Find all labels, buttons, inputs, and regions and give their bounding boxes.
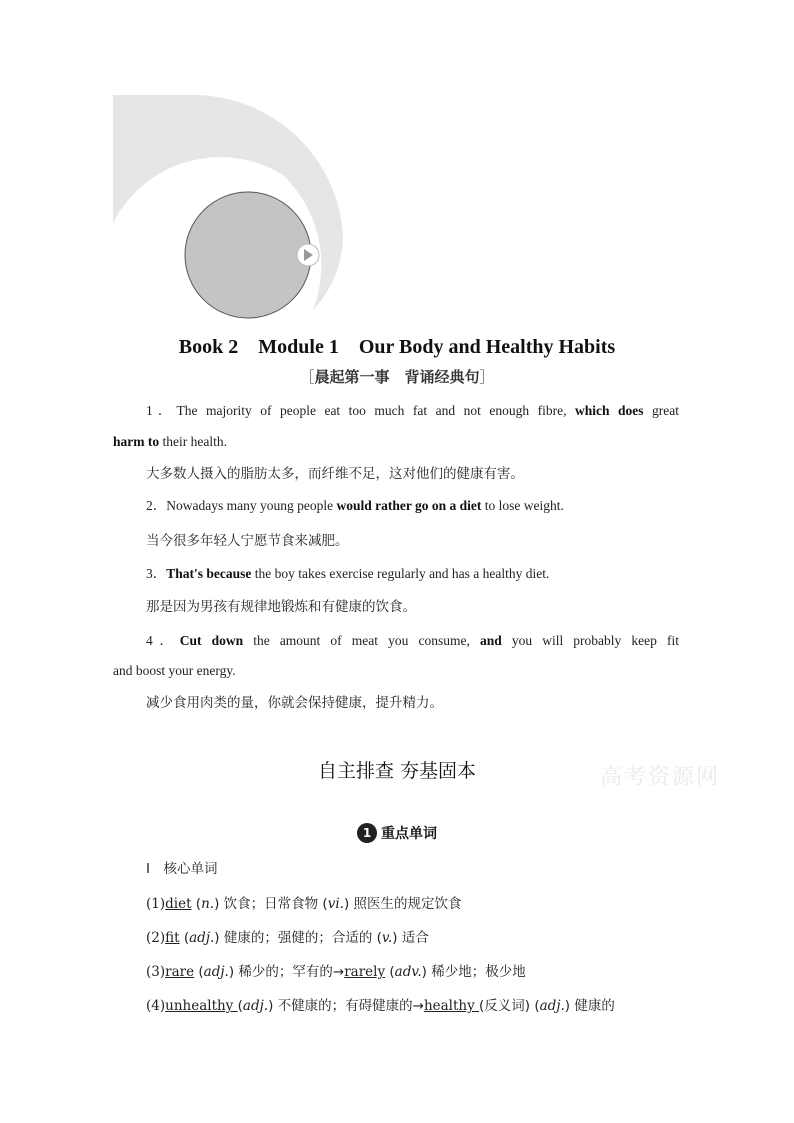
sentence-4-en-line2: and boost your energy. [113, 663, 236, 678]
vocab-index: (3) [146, 964, 166, 980]
sentence-text: great [643, 403, 679, 418]
vocab-word: diet [165, 896, 192, 912]
sentence-text: you will probably keep fit [501, 633, 679, 648]
part-of-speech: adj. [203, 964, 229, 980]
vocab-text: ) 不健康的；有碍健康的→ [268, 998, 424, 1014]
page-subtitle [0, 366, 794, 387]
watermark: 高考资源网 [600, 765, 721, 790]
sentence-number: 4． [146, 633, 180, 648]
vocab-text: ) 健康的 [564, 998, 615, 1014]
vocab-text: ( [194, 964, 204, 980]
vocab-word: rare [165, 964, 195, 980]
subtitle-bracket-open: ［ [299, 368, 315, 386]
vocab-word: unhealthy [165, 998, 238, 1014]
part-of-speech: adj. [539, 998, 565, 1014]
vocab-text: ) 稀少的；罕有的→ [228, 964, 345, 980]
vocab-text: ( [385, 964, 395, 980]
badge-label: 重点单词 [381, 825, 437, 842]
vocab-index: (4) [146, 998, 166, 1014]
vocab-text: ) 适合 [392, 930, 429, 946]
subheading-core-words: Ⅰ 核心单词 [146, 861, 218, 877]
vocab-text: ) 饮食；日常食物 ( [214, 896, 328, 912]
part-of-speech: adj. [189, 930, 215, 946]
sentence-keyword: which does [575, 403, 644, 418]
vocab-word: healthy [423, 998, 480, 1014]
vocab-text: ( [237, 998, 243, 1014]
decor-circle [185, 192, 311, 318]
page-title: Book 2 Module 1 Our Body and Healthy Habits [178, 336, 616, 358]
sentence-number: 1． [146, 403, 177, 418]
part-of-speech: n. [201, 896, 215, 912]
subsection-badge [0, 822, 794, 843]
subtitle-text: 晨起第一事 背诵经典句 [314, 368, 480, 386]
vocab-item [146, 962, 526, 982]
part-of-speech: adj. [242, 998, 269, 1014]
sentence-keyword: would rather go on a diet [336, 498, 482, 513]
sentence-2-zh: 当今很多年轻人宁愿节食来减肥。 [146, 533, 349, 549]
vocab-text: ) 照医生的规定饮食 [343, 896, 462, 912]
vocab-text: (反义词) ( [479, 998, 540, 1014]
vocab-item [146, 894, 462, 914]
vocab-text: ) 健康的；强健的；合适的 ( [214, 930, 382, 946]
sentence-4-zh: 减少食用肉类的量，你就会保持健康，提升精力。 [146, 695, 443, 711]
subtitle-bracket-close: ］ [479, 368, 495, 386]
sentence-number: 2． [146, 498, 167, 513]
section-title: 自主排查 夯基固本 [317, 760, 477, 782]
part-of-speech: v. [381, 930, 393, 946]
sentence-keyword: harm to [113, 434, 160, 449]
sentence-text: Nowadays many young people [166, 498, 337, 513]
vocab-text: ) 稀少地；极少地 [421, 964, 526, 980]
part-of-speech: vi. [327, 896, 344, 912]
vocab-item [146, 996, 615, 1016]
sentence-text: to lose weight. [481, 498, 564, 513]
sentence-text: the boy takes exercise regularly and has a healthy diet. [251, 566, 550, 581]
sentence-1-en-line1 [113, 401, 679, 421]
badge-number: 1 [357, 823, 377, 843]
part-of-speech: adv. [394, 964, 422, 980]
sentence-keyword: and [479, 633, 502, 648]
vocab-index: (2) [146, 930, 166, 946]
sentence-keyword: Cut down [179, 633, 244, 648]
sentence-keyword: That's because [166, 566, 252, 581]
sentence-4-en-line1 [113, 631, 679, 651]
sentence-1-zh: 大多数人摄入的脂肪太多，而纤维不足，这对他们的健康有害。 [146, 466, 524, 482]
vocab-item [146, 928, 429, 948]
sentence-text: The majority of people eat too much fat and not enough fibre, [176, 403, 575, 418]
vocab-word: rarely [344, 964, 386, 980]
sentence-3-zh: 那是因为男孩有规律地锻炼和有健康的饮食。 [146, 599, 416, 615]
vocab-text: ( [179, 930, 190, 946]
sentence-2-en [113, 496, 679, 516]
sentence-1-en-line2 [113, 432, 679, 452]
sentence-3-en [113, 564, 679, 584]
sentence-text: their health. [159, 434, 227, 449]
header-decoration [113, 95, 353, 327]
vocab-word: fit [165, 930, 180, 946]
sentence-number: 3． [146, 566, 167, 581]
vocab-text: ( [191, 896, 202, 912]
vocab-index: (1) [146, 896, 166, 912]
sentence-text: the amount of meat you consume, [243, 633, 480, 648]
